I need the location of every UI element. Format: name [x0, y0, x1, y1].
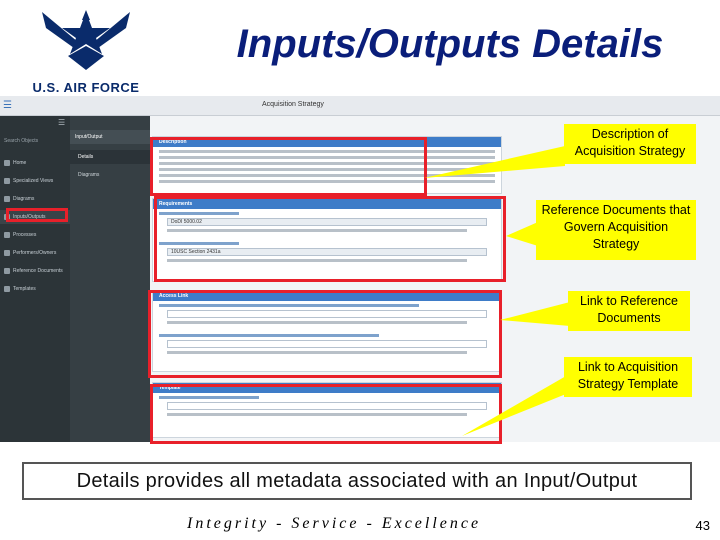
callout-description: Description of Acquisition Strategy — [564, 124, 696, 164]
sidebar-item-label: Home — [13, 160, 27, 166]
template-icon — [4, 286, 10, 292]
logo-text: U.S. AIR FORCE — [32, 80, 140, 95]
subnav — [70, 116, 150, 442]
process-icon — [4, 232, 10, 238]
inputs-outputs-highlight — [6, 208, 68, 222]
sidebar-item-templates[interactable] — [0, 282, 70, 296]
app-window-title: Acquisition Strategy — [262, 101, 324, 108]
access-link-highlight — [148, 290, 502, 378]
sidebar-item-reference-documents[interactable] — [0, 264, 70, 278]
views-icon — [4, 178, 10, 184]
air-force-logo — [28, 6, 144, 94]
air-force-wings-icon — [38, 6, 134, 74]
sidebar-item-home[interactable] — [0, 156, 70, 170]
sidebar-item-specialized-views[interactable] — [0, 174, 70, 188]
sidebar-item-label: Processes — [13, 232, 37, 238]
page-number: 43 — [695, 518, 710, 533]
requirement-field: 10USC Section 2431a — [167, 248, 487, 256]
subnav-header: Input/Output — [70, 130, 150, 144]
menu-icon[interactable]: ☰ — [3, 100, 12, 111]
callout-link-reference: Link to Reference Documents — [568, 291, 690, 331]
document-icon — [4, 268, 10, 274]
subnav-item-details[interactable]: Details — [70, 150, 150, 164]
sidebar-item-processes[interactable] — [0, 228, 70, 242]
callout-reference-docs: Reference Documents that Govern Acquisition Strategy — [536, 200, 696, 260]
people-icon — [4, 250, 10, 256]
collapse-icon[interactable]: ☰ — [58, 118, 66, 127]
description-heading: Description — [153, 137, 501, 147]
access-link-heading: Access Link — [153, 291, 501, 301]
requirement-field: DoDI 5000.02 — [167, 218, 487, 226]
slide-caption: Details provides all metadata associated with an Input/Output — [22, 462, 692, 500]
sidebar-item-performers-owners[interactable] — [0, 246, 70, 260]
callout-link-template: Link to Acquisition Strategy Template — [564, 357, 692, 397]
requirements-highlight — [154, 196, 506, 282]
sidebar-item-label: Performers/Owners — [13, 250, 57, 256]
sidebar-item-diagrams[interactable] — [0, 192, 70, 206]
sidebar-nav — [0, 116, 70, 442]
sidebar-item-label: Inputs/Outputs — [13, 214, 46, 220]
app-topbar — [0, 96, 720, 116]
sidebar-item-label: Diagrams — [13, 196, 35, 202]
sidebar-item-label: Templates — [13, 286, 36, 292]
search-objects[interactable]: Search Objects — [4, 138, 39, 144]
template-highlight — [150, 384, 502, 444]
slide-title: Inputs/Outputs Details — [236, 22, 664, 66]
template-heading: Template — [153, 383, 501, 393]
diagram-icon — [4, 196, 10, 202]
footer-motto: Integrity - Service - Excellence — [187, 515, 482, 532]
home-icon — [4, 160, 10, 166]
requirements-heading: Requirements — [153, 199, 501, 209]
sidebar-item-label: Reference Documents — [13, 268, 63, 274]
sidebar-item-label: Specialized Views — [13, 178, 54, 184]
subnav-item-diagrams[interactable]: Diagrams — [78, 172, 100, 178]
description-highlight — [150, 137, 427, 196]
